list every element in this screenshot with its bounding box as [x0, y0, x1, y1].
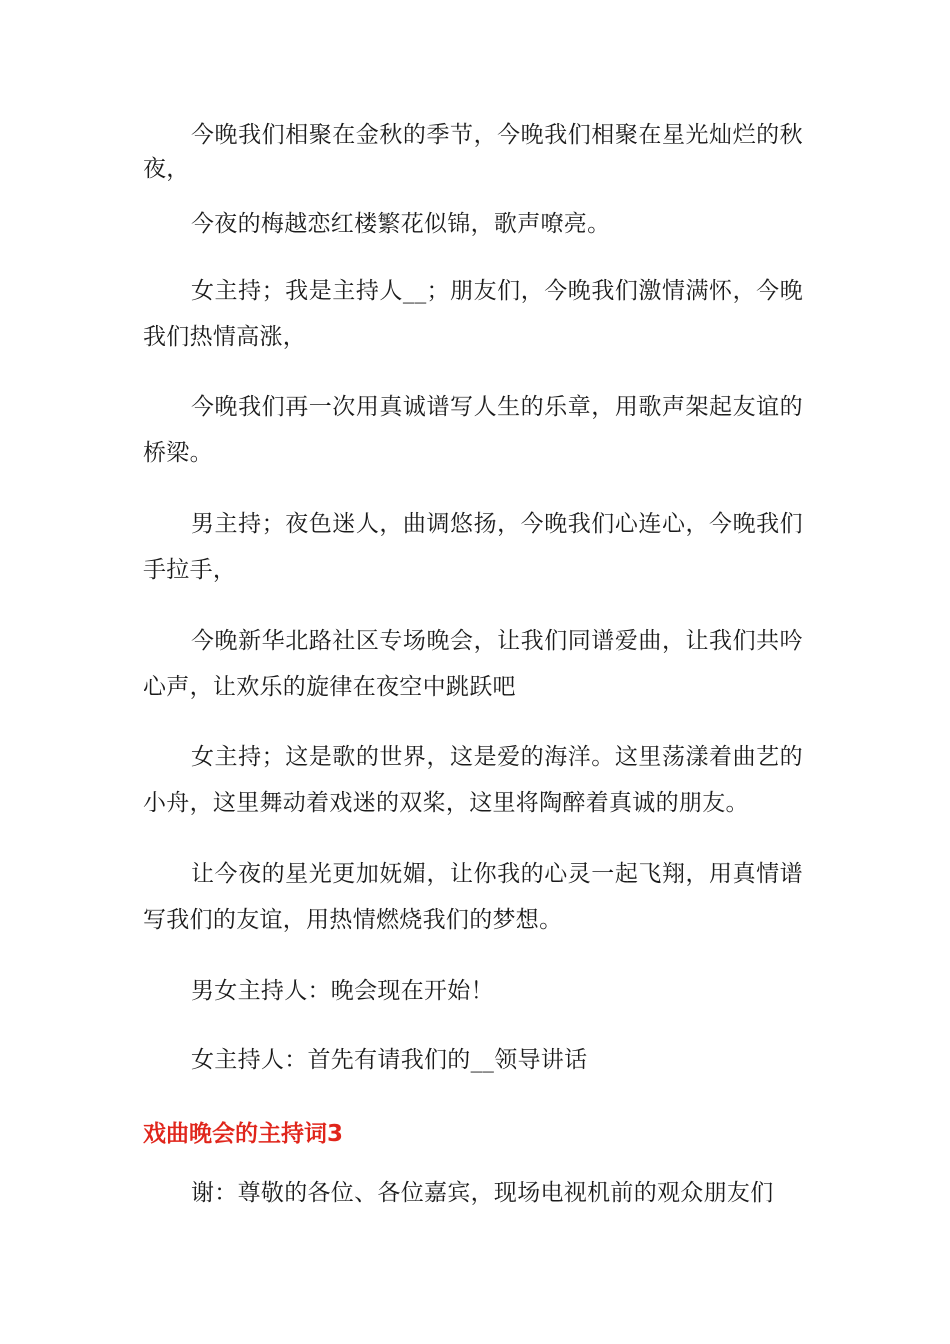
paragraph: 让今夜的星光更加妩媚，让你我的心灵一起飞翔，用真情谱写我们的友谊，用热情燃烧我们的梦想。 [143, 861, 803, 933]
paragraph: 男主持；夜色迷人，曲调悠扬，今晚我们心连心，今晚我们手拉手， [143, 511, 803, 583]
paragraph: 今夜的梅越恋红楼繁花似锦，歌声嘹亮。 [191, 211, 611, 237]
section-heading: 戏曲晚会的主持词3 [143, 1121, 344, 1147]
paragraph: 女主持人：首先有请我们的__领导讲话 [191, 1047, 588, 1073]
paragraph: 谢：尊敬的各位、各位嘉宾，现场电视机前的观众朋友们 [191, 1180, 774, 1206]
paragraph: 今晚新华北路社区专场晚会，让我们同谱爱曲，让我们共吟心声，让欢乐的旋律在夜空中跳跃吧 [143, 628, 803, 700]
paragraph: 男女主持人：晚会现在开始！ [191, 978, 494, 1004]
paragraph: 今晚我们再一次用真诚谱写人生的乐章，用歌声架起友谊的桥梁。 [143, 394, 803, 466]
paragraph: 女主持；这是歌的世界，这是爱的海洋。这里荡漾着曲艺的小舟，这里舞动着戏迷的双桨，这里将陶醉着真诚的朋友。 [143, 744, 803, 816]
paragraph: 女主持；我是主持人__；朋友们，今晚我们激情满怀，今晚我们热情高涨， [143, 278, 803, 350]
paragraph: 今晚我们相聚在金秋的季节，今晚我们相聚在星光灿烂的秋夜， [143, 122, 803, 182]
